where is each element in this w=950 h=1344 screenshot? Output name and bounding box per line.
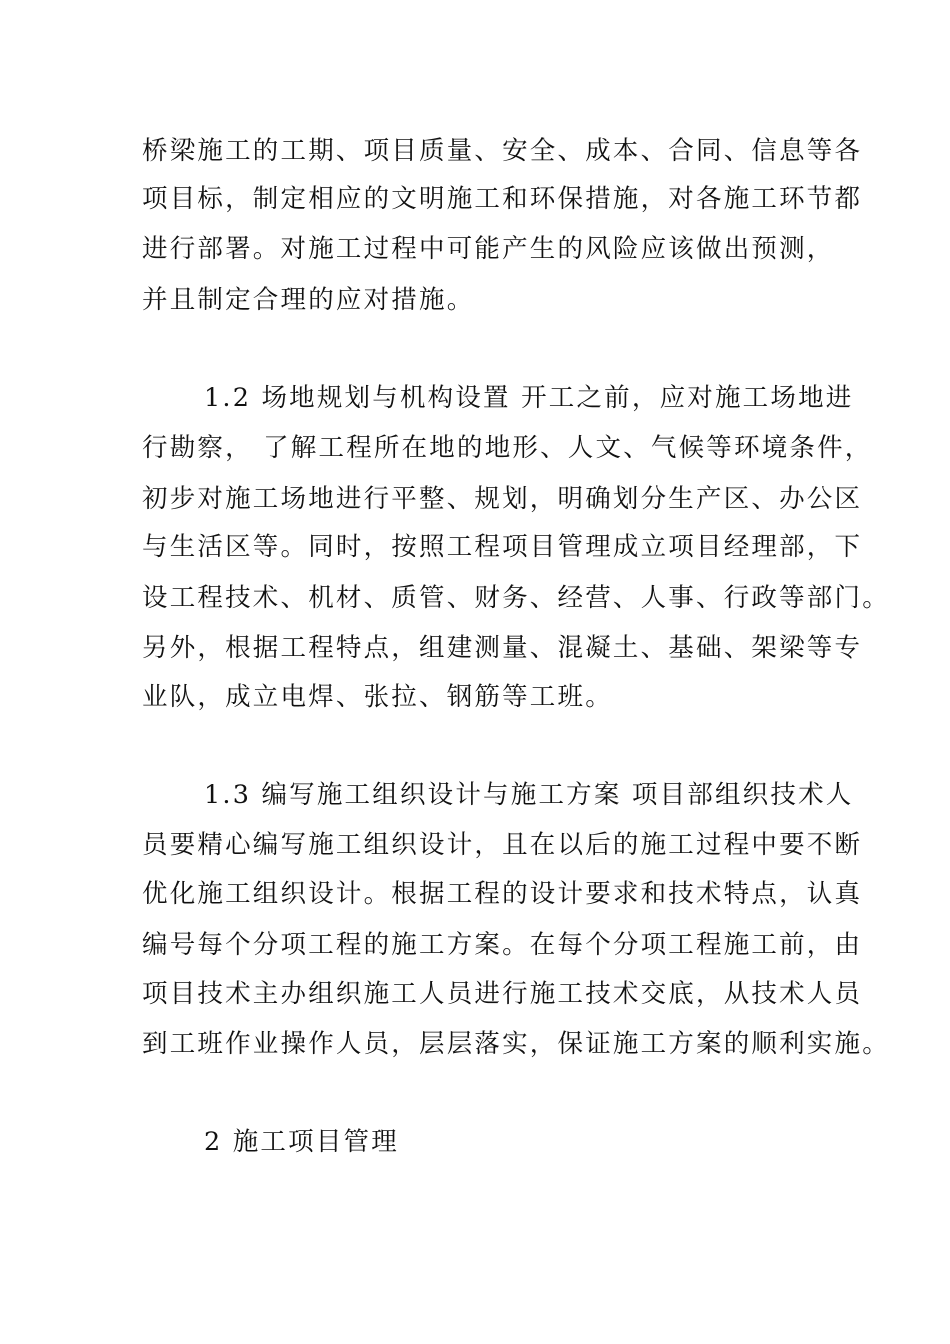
paragraph-3-line-1: 1.3 编写施工组织设计与施工方案 项目部组织技术人 [204, 780, 854, 810]
paragraph-1-line-1: 桥梁施工的工期、项目质量、安全、成本、合同、信息等各 [142, 136, 863, 166]
paragraph-3-line-2: 员要精心编写施工组织设计，且在以后的施工过程中要不断 [142, 830, 863, 860]
paragraph-3-line-6: 到工班作业操作人员，层层落实，保证施工方案的顺利实施。 [142, 1029, 890, 1059]
paragraph-1-line-4: 并且制定合理的应对措施。 [142, 285, 475, 315]
paragraph-3-line-3: 优化施工组织设计。根据工程的设计要求和技术特点，认真 [142, 879, 863, 909]
paragraph-2-line-7: 业队，成立电焊、张拉、钢筋等工班。 [142, 682, 613, 712]
paragraph-1-line-2: 项目标，制定相应的文明施工和环保措施，对各施工环节都 [142, 184, 863, 214]
paragraph-2-line-3: 初步对施工场地进行平整、规划，明确划分生产区、办公区 [142, 484, 863, 514]
paragraph-2-line-5: 设工程技术、机材、质管、财务、经营、人事、行政等部门。 [142, 583, 890, 613]
paragraph-2-line-2: 行勘察， 了解工程所在地的地形、人文、气候等环境条件， [142, 433, 873, 463]
paragraph-2-line-4: 与生活区等。同时，按照工程项目管理成立项目经理部，下 [142, 532, 863, 562]
section-heading-2: 2 施工项目管理 [204, 1127, 399, 1157]
paragraph-2-line-1: 1.2 场地规划与机构设置 开工之前，应对施工场地进 [204, 383, 854, 413]
paragraph-1-line-3: 进行部署。对施工过程中可能产生的风险应该做出预测， [142, 234, 835, 264]
paragraph-2-line-6: 另外，根据工程特点，组建测量、混凝土、基础、架梁等专 [142, 633, 863, 663]
paragraph-3-line-5: 项目技术主办组织施工人员进行施工技术交底，从技术人员 [142, 979, 863, 1009]
paragraph-3-line-4: 编号每个分项工程的施工方案。在每个分项工程施工前，由 [142, 930, 863, 960]
